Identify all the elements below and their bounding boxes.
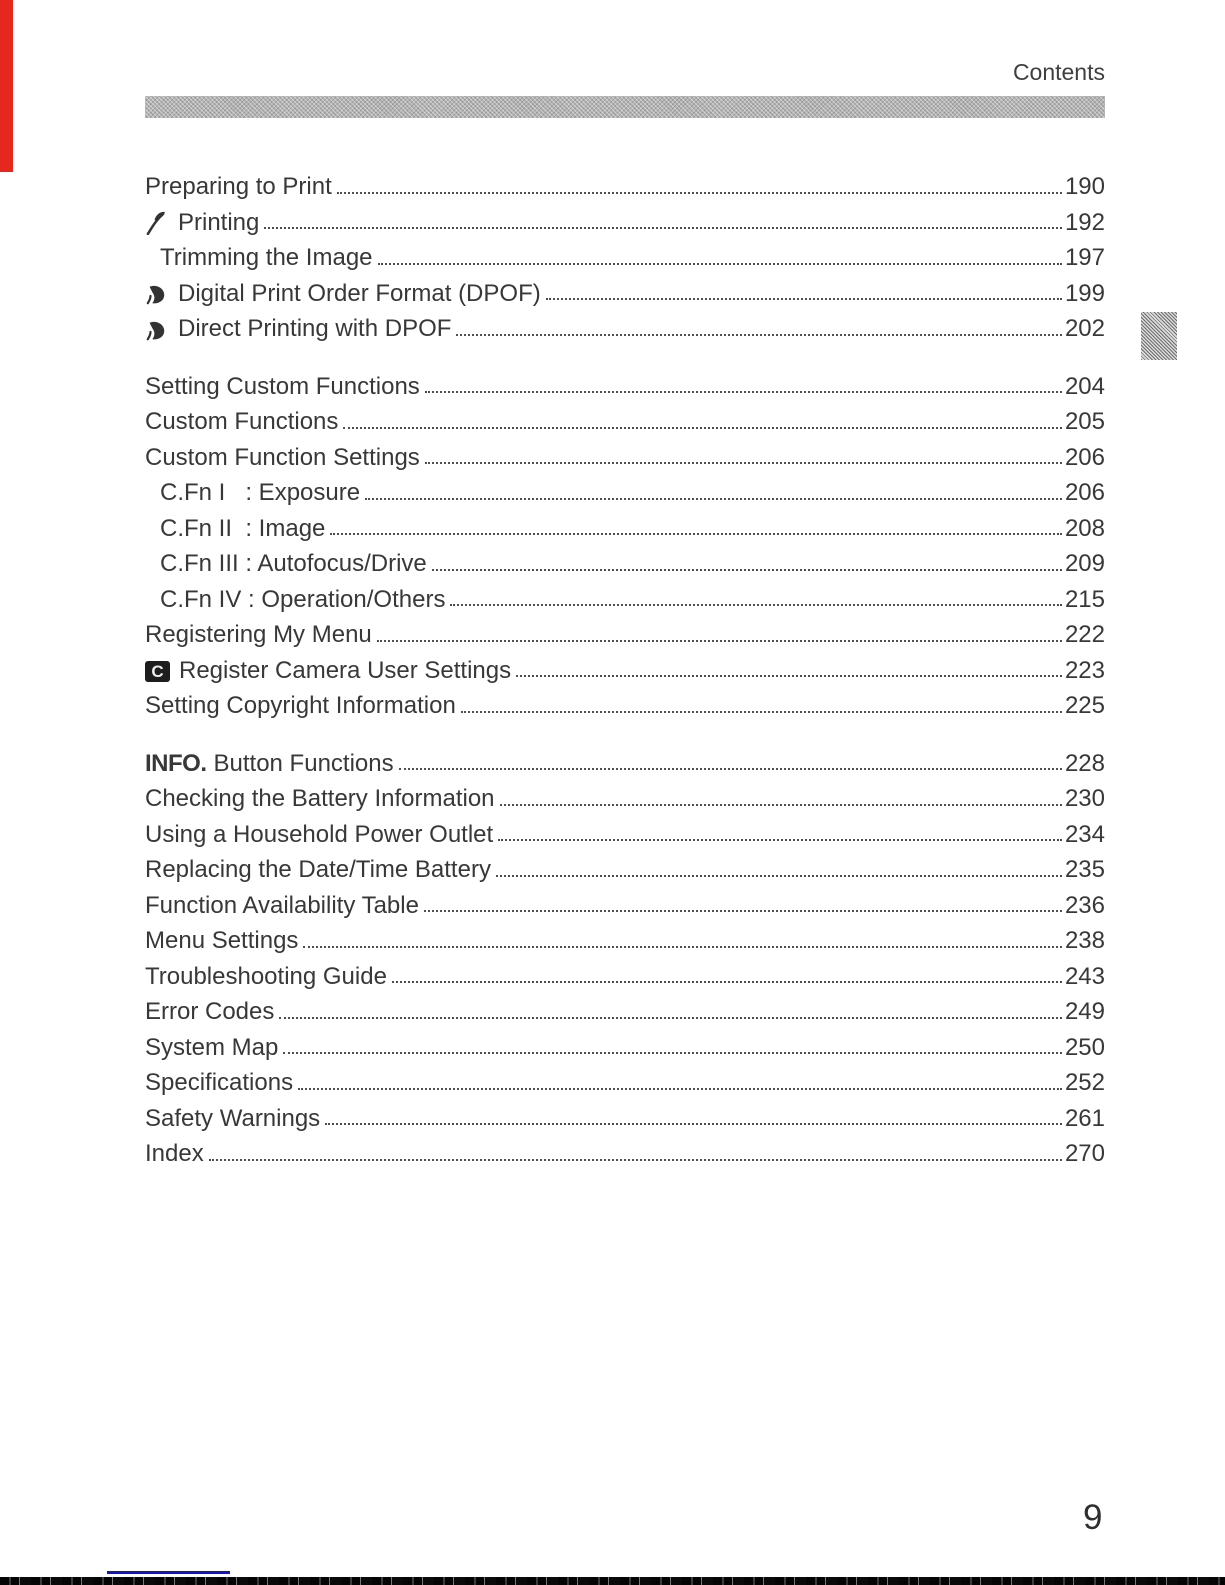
- toc-section-11: [145, 368, 1105, 723]
- toc-row-label: Register Camera User Settings: [179, 656, 512, 684]
- toc-rows: [145, 368, 1105, 723]
- page-number: 9: [1083, 1498, 1103, 1537]
- dots-leader: [279, 1017, 1062, 1019]
- dots-leader: [425, 462, 1062, 464]
- toc-row[interactable]: [145, 403, 1105, 439]
- toc-rows: [145, 168, 1105, 346]
- toc-row-label: Direct Printing with DPOF: [178, 315, 452, 343]
- toc-row[interactable]: [145, 204, 1105, 240]
- toc-row[interactable]: [145, 474, 1105, 510]
- toc-row[interactable]: [145, 652, 1105, 688]
- toc-section-12: [145, 745, 1105, 1171]
- toc-row-page: 270: [1064, 1140, 1105, 1168]
- toc-row-page: 206: [1064, 479, 1105, 507]
- dots-leader: [343, 427, 1062, 429]
- dots-leader: [392, 981, 1062, 983]
- dots-leader: [303, 946, 1062, 948]
- dots-leader: [298, 1088, 1062, 1090]
- page-content: [145, 58, 1105, 1171]
- dpof-icon: [145, 284, 170, 306]
- toc-row[interactable]: [145, 275, 1105, 311]
- toc-row[interactable]: [145, 687, 1105, 723]
- toc-row-label: Custom Functions: [145, 408, 339, 436]
- dots-leader: [377, 640, 1062, 642]
- toc-row-page: 215: [1064, 585, 1105, 613]
- toc-row-label: Safety Warnings: [145, 1104, 321, 1132]
- dots-leader: [399, 768, 1062, 770]
- toc-row[interactable]: [145, 581, 1105, 617]
- dots-leader: [365, 498, 1062, 500]
- camera-user-setting-icon: C: [145, 661, 170, 682]
- toc-row-label: C.Fn IV : Operation/Others: [160, 585, 446, 613]
- toc-row-label: C.Fn II : Image: [160, 514, 326, 542]
- dots-leader: [461, 711, 1062, 713]
- toc-row-page: 223: [1064, 656, 1105, 684]
- toc-row-label: Preparing to Print: [145, 173, 332, 201]
- dots-leader: [516, 675, 1062, 677]
- info-button-label: INFO.: [145, 749, 207, 777]
- toc-row[interactable]: [145, 851, 1105, 887]
- toc-row-page: 222: [1064, 621, 1105, 649]
- toc-section-10: [145, 168, 1105, 346]
- toc-row[interactable]: [145, 816, 1105, 852]
- dots-leader: [498, 839, 1062, 841]
- toc-row-page: 190: [1064, 173, 1105, 201]
- toc-row-page: 206: [1064, 443, 1105, 471]
- toc-row-page: 204: [1064, 372, 1105, 400]
- dots-leader: [378, 263, 1062, 265]
- dots-leader: [456, 334, 1062, 336]
- toc-row-label: Trimming the Image: [160, 244, 373, 272]
- toc-row-label: C.Fn I : Exposure: [160, 479, 361, 507]
- toc-row-page: 197: [1064, 244, 1105, 272]
- toc-row-page: 192: [1064, 208, 1105, 236]
- toc-row-label: Error Codes: [145, 998, 275, 1026]
- scan-edge-artifact: [0, 1577, 1225, 1585]
- toc-row-label: Menu Settings: [145, 927, 299, 955]
- printing-icon: [145, 210, 170, 235]
- dots-leader: [432, 569, 1062, 571]
- toc-row[interactable]: [145, 1029, 1105, 1065]
- toc-row-label: Checking the Battery Information: [145, 785, 495, 813]
- toc-row-label: Registering My Menu: [145, 621, 372, 649]
- toc-row-label: Replacing the Date/Time Battery: [145, 856, 491, 884]
- toc-row-label: Printing: [178, 208, 260, 236]
- toc-row-label: C.Fn III : Autofocus/Drive: [160, 550, 427, 578]
- toc-row[interactable]: [145, 993, 1105, 1029]
- toc-row-page: 249: [1064, 998, 1105, 1026]
- toc-row-label: Using a Household Power Outlet: [145, 820, 494, 848]
- dots-leader: [450, 604, 1062, 606]
- toc-row-label: Troubleshooting Guide: [145, 962, 387, 990]
- toc-row[interactable]: [145, 368, 1105, 404]
- toc-row-label: Setting Custom Functions: [145, 372, 420, 400]
- dots-leader: [425, 391, 1062, 393]
- dots-leader: [325, 1123, 1062, 1125]
- dots-leader: [500, 804, 1062, 806]
- dots-leader: [424, 910, 1062, 912]
- toc-row[interactable]: [145, 616, 1105, 652]
- dots-leader: [330, 533, 1062, 535]
- toc-row[interactable]: [145, 745, 1105, 781]
- toc-row[interactable]: [145, 1064, 1105, 1100]
- toc-row-label: Custom Function Settings: [145, 443, 420, 471]
- chapter-tab: [1141, 312, 1177, 360]
- dots-leader: [496, 875, 1062, 877]
- toc-row-page: 252: [1064, 1069, 1105, 1097]
- red-edge-artifact: [0, 0, 13, 172]
- toc-row[interactable]: [145, 958, 1105, 994]
- toc-row-page: 261: [1064, 1104, 1105, 1132]
- toc-row[interactable]: [145, 1100, 1105, 1136]
- toc-row-label: Specifications: [145, 1069, 294, 1097]
- toc-row-page: 243: [1064, 962, 1105, 990]
- toc-row[interactable]: [145, 510, 1105, 546]
- page-title: Contents: [1012, 59, 1105, 85]
- toc-row-page: 225: [1064, 692, 1105, 720]
- toc-row[interactable]: [145, 239, 1105, 275]
- toc-row-page: 234: [1064, 820, 1105, 848]
- dots-leader: [264, 227, 1062, 229]
- toc-row-label: Digital Print Order Format (DPOF): [178, 279, 541, 307]
- toc-row[interactable]: [145, 922, 1105, 958]
- toc-row[interactable]: [145, 439, 1105, 475]
- toc-row-page: 236: [1064, 891, 1105, 919]
- toc-row-page: 199: [1064, 279, 1105, 307]
- toc-row-label: Setting Copyright Information: [145, 692, 456, 720]
- toc-row[interactable]: [145, 310, 1105, 346]
- dots-leader: [546, 298, 1062, 300]
- toc-row-page: 230: [1064, 785, 1105, 813]
- link-underline-artifact: [107, 1571, 230, 1574]
- dpof-icon: [145, 320, 170, 342]
- toc-row-label: Button Functions: [213, 749, 394, 777]
- dots-leader: [337, 192, 1062, 194]
- toc-row[interactable]: [145, 545, 1105, 581]
- toc-row-page: 228: [1064, 749, 1105, 777]
- toc-row-page: 205: [1064, 408, 1105, 436]
- dots-leader: [283, 1052, 1062, 1054]
- toc-row[interactable]: [145, 1135, 1105, 1171]
- toc-row[interactable]: [145, 780, 1105, 816]
- toc-rows: [145, 745, 1105, 1171]
- toc-row-label: Index: [145, 1140, 204, 1168]
- toc-row[interactable]: [145, 168, 1105, 204]
- dots-leader: [209, 1159, 1062, 1161]
- toc-sections: [145, 168, 1105, 1171]
- toc-row-page: 208: [1064, 514, 1105, 542]
- toc-row[interactable]: [145, 887, 1105, 923]
- toc-row-page: 235: [1064, 856, 1105, 884]
- toc-row-page: 209: [1064, 550, 1105, 578]
- toc-row-label: Function Availability Table: [145, 891, 419, 919]
- toc-row-page: 238: [1064, 927, 1105, 955]
- toc-row-label: System Map: [145, 1033, 279, 1061]
- toc-row-page: 250: [1064, 1033, 1105, 1061]
- header-divider: [145, 96, 1105, 118]
- toc-row-page: 202: [1064, 315, 1105, 343]
